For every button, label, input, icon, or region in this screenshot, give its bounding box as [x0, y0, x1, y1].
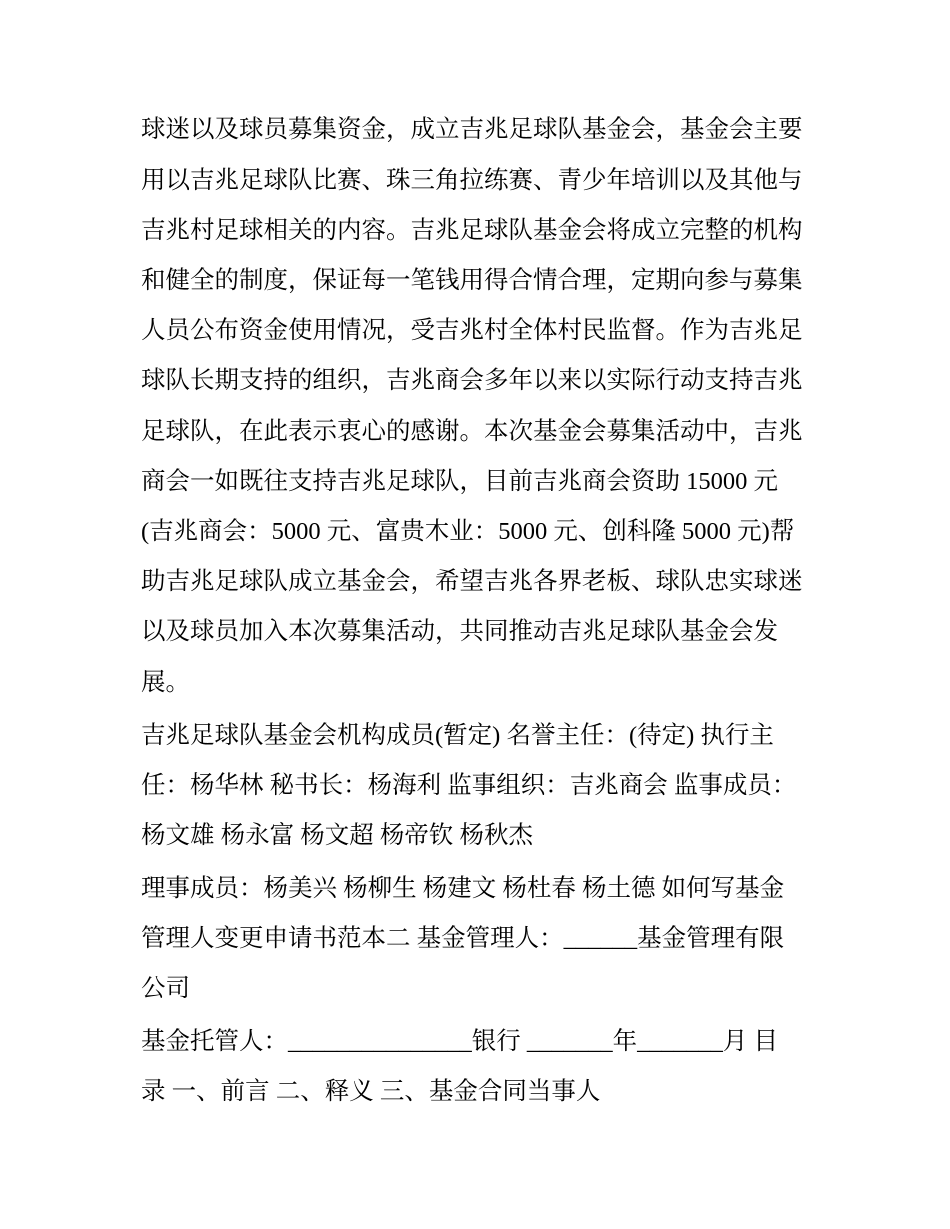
text-line: 球队长期支持的组织，吉兆商会多年以来以实际行动支持吉兆 — [141, 367, 803, 394]
text-line: 公司 — [141, 975, 190, 1002]
text-line: 用以吉兆足球队比赛、珠三角拉练赛、青少年培训以及其他与 — [141, 167, 803, 194]
text-line: 管理人变更申请书范本二 基金管理人：______基金管理有限 — [141, 925, 785, 952]
text-line: 理事成员：杨美兴 杨柳生 杨建文 杨杜春 杨土德 如何写基金 — [141, 875, 785, 902]
text-line: (吉兆商会：5000 元、富贵木业：5000 元、创科隆 5000 元)帮 — [141, 518, 795, 545]
text-line: 展。 — [141, 669, 190, 696]
text-line: 任：杨华林 秘书长：杨海利 监事组织：吉兆商会 监事成员： — [141, 772, 797, 799]
text-line: 吉兆村足球相关的内容。吉兆足球队基金会将成立完整的机构 — [141, 217, 803, 244]
text-line: 基金托管人：_______________银行 _______年_______月 目 — [141, 1028, 778, 1055]
text-line: 吉兆足球队基金会机构成员(暂定) 名誉主任：(待定) 执行主 — [141, 722, 774, 749]
text-line: 和健全的制度，保证每一笔钱用得合情合理，定期向参与募集 — [141, 267, 803, 294]
text-line: 助吉兆足球队成立基金会，希望吉兆各界老板、球队忠实球迷 — [141, 568, 803, 595]
text-line: 杨文雄 杨永富 杨文超 杨帝钦 杨秋杰 — [141, 822, 533, 849]
text-line: 商会一如既往支持吉兆足球队，目前吉兆商会资助 15000 元 — [141, 468, 778, 495]
text-line: 足球队，在此表示衷心的感谢。本次基金会募集活动中，吉兆 — [141, 418, 803, 445]
text-line: 球迷以及球员募集资金，成立吉兆足球队基金会，基金会主要 — [141, 116, 803, 143]
text-line: 人员公布资金使用情况，受吉兆村全体村民监督。作为吉兆足 — [141, 317, 803, 344]
text-line: 以及球员加入本次募集活动，共同推动吉兆足球队基金会发 — [141, 618, 778, 645]
text-line: 录 一、前言 二、释义 三、基金合同当事人 — [141, 1078, 601, 1105]
